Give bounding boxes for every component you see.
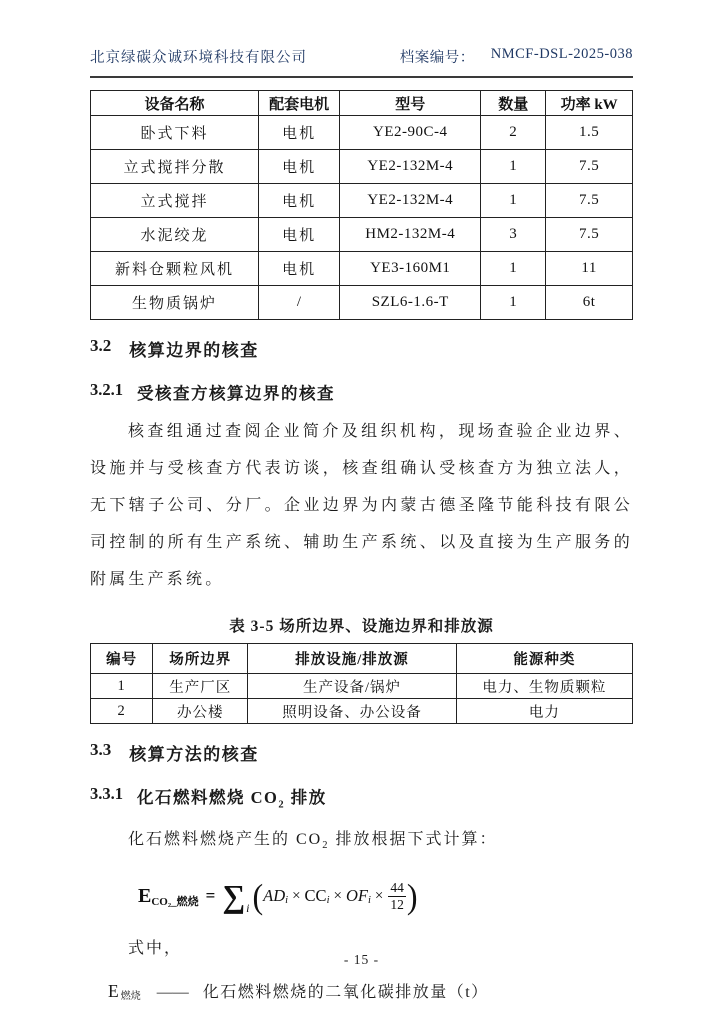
table-3-5-caption: 表 3-5 场所边界、设施边界和排放源: [229, 618, 494, 635]
co2-subscript: 2: [322, 840, 330, 852]
equipment-cell: 电机: [259, 184, 340, 218]
table-row: [91, 150, 633, 184]
equipment-cell: 1: [481, 150, 546, 184]
section-number: 3.3.1: [90, 784, 123, 803]
company-name: 北京绿碳众诚环境科技有限公司: [90, 50, 307, 66]
term-OF-subscript: i: [367, 894, 371, 906]
table-row: [91, 184, 633, 218]
co2-subscript: 2: [278, 799, 286, 811]
table-row: [91, 699, 633, 724]
equipment-cell: 1: [481, 286, 546, 320]
multiply-sign: ×: [292, 887, 301, 904]
archive-label: 档案编号：: [399, 50, 475, 66]
where-label: 式中，: [128, 940, 183, 958]
equipment-header-model: 型号: [340, 91, 481, 116]
boundary-table-header-row: [91, 644, 633, 674]
definition-text: 化石燃料燃烧的二氧化碳排放量（t）: [202, 984, 489, 1002]
equipment-cell: 新料仓颗粒风机: [91, 252, 259, 286]
equipment-cell: YE2-132M-4: [340, 184, 481, 218]
boundary-cell: 1: [91, 674, 153, 699]
equipment-cell: YE2-90C-4: [340, 116, 481, 150]
equipment-cell: 电机: [259, 116, 340, 150]
equipment-header-name: 设备名称: [91, 91, 259, 116]
formula-lhs-subscript: CO₂_燃烧: [151, 896, 199, 909]
equipment-cell: 立式搅拌分散: [91, 150, 259, 184]
equipment-cell: 1: [481, 184, 546, 218]
boundary-table: [90, 643, 633, 724]
boundary-cell: 办公楼: [153, 699, 248, 724]
equipment-cell: 3: [481, 218, 546, 252]
equipment-cell: HM2-132M-4: [340, 218, 481, 252]
boundary-header-energy: 能源种类: [456, 644, 632, 674]
equipment-cell: 6t: [546, 286, 633, 320]
equipment-cell: 水泥绞龙: [91, 218, 259, 252]
equipment-cell: 1: [481, 252, 546, 286]
term-CC: CC: [304, 886, 327, 906]
table-row: [91, 674, 633, 699]
equipment-header-motor: 配套电机: [259, 91, 340, 116]
section-heading-3-2-1: [90, 380, 633, 404]
archive-number-block: [400, 46, 633, 67]
section-number: 3.2: [90, 336, 112, 355]
equipment-cell: 7.5: [546, 184, 633, 218]
formula-intro-line: 化石燃料燃烧产生的 $CO_2$ 排放根据下式计算：: [128, 831, 498, 852]
section-title: 核算边界的核查: [129, 341, 259, 360]
equipment-header-qty: 数量: [481, 91, 546, 116]
section-heading-3-2: [90, 336, 633, 361]
fraction-numerator: 44: [390, 880, 404, 896]
close-paren: ): [406, 876, 418, 917]
multiply-sign: ×: [374, 887, 384, 904]
section-title: 核算方法的核查: [129, 745, 259, 764]
equipment-table-header-row: [91, 91, 633, 116]
fraction-denominator: 12: [390, 896, 404, 912]
section-number: 3.3: [90, 740, 112, 759]
archive-number: NMCF-DSL-2025-038: [490, 46, 633, 62]
formula-lhs: E: [138, 884, 152, 907]
table-row: [91, 286, 633, 320]
equipment-header-power: 功率 kW: [546, 91, 633, 116]
section-title: 化石燃料燃烧 $CO_2$ 排放: [137, 788, 327, 811]
summation-symbol: ∑: [222, 878, 246, 915]
boundary-cell: 照明设备、办公设备: [248, 699, 457, 724]
equipment-cell: 7.5: [546, 150, 633, 184]
table-row: [91, 252, 633, 286]
section-heading-3-3-1: [90, 784, 633, 810]
page-header: [90, 46, 633, 78]
table-row: [91, 116, 633, 150]
co2-emission-formula: [138, 871, 633, 921]
boundary-header-site: 场所边界: [153, 644, 248, 674]
boundary-cell: 生产设备/锅炉: [248, 674, 457, 699]
equipment-cell: YE3-160M1: [340, 252, 481, 286]
definition-dash: ——: [156, 984, 189, 1002]
variable-definition-line: [108, 979, 633, 1002]
multiply-sign: ×: [333, 887, 342, 904]
equipment-cell: 7.5: [546, 218, 633, 252]
equipment-cell: 2: [481, 116, 546, 150]
equals-sign: =: [205, 886, 216, 906]
boundary-header-facility: 排放设施/排放源: [248, 644, 457, 674]
equipment-cell: 电机: [259, 150, 340, 184]
equipment-cell: 立式搅拌: [91, 184, 259, 218]
equipment-cell: 卧式下料: [91, 116, 259, 150]
term-OF: OF: [345, 886, 368, 906]
equipment-cell: 生物质锅炉: [91, 286, 259, 320]
equipment-cell: 11: [546, 252, 633, 286]
equipment-cell: 电机: [259, 218, 340, 252]
equipment-cell: 电机: [259, 252, 340, 286]
equipment-cell: SZL6-1.6-T: [340, 286, 481, 320]
page-number: - 15 -: [343, 952, 380, 967]
equipment-cell: YE2-132M-4: [340, 150, 481, 184]
term-AD-subscript: i: [285, 894, 289, 906]
boundary-cell: 电力: [456, 699, 632, 724]
fraction-44-12: [388, 880, 406, 912]
table-row: [91, 218, 633, 252]
section-heading-3-3: [90, 740, 633, 765]
boundary-paragraph: 核查组通过查阅企业简介及组织机构，现场查验企业边界、设施并与受核查方代表访谈，核查组确认受核查方为独立法人，无下辖子公司、分厂。企业边界为内蒙古德圣隆节能科技有限公司控制的所有生产系统、辅助生产系统、以及直接为生产服务的附属生产系统。: [90, 423, 633, 588]
boundary-cell: 2: [91, 699, 153, 724]
summation-index: i: [246, 900, 250, 915]
term-AD: AD: [263, 886, 286, 906]
boundary-cell: 电力、生物质颗粒: [456, 674, 632, 699]
section-title: 受核查方核算边界的核查: [137, 384, 335, 403]
definition-symbol-subscript: 燃烧: [120, 991, 141, 1003]
section-number: 3.2.1: [90, 380, 123, 399]
term-CC-subscript: i: [326, 894, 330, 906]
definition-symbol: E: [108, 981, 119, 1002]
open-paren: (: [252, 876, 264, 917]
boundary-cell: 生产厂区: [153, 674, 248, 699]
equipment-table: [90, 90, 633, 320]
equipment-cell: /: [259, 286, 340, 320]
equipment-cell: 1.5: [546, 116, 633, 150]
boundary-header-no: 编号: [91, 644, 153, 674]
